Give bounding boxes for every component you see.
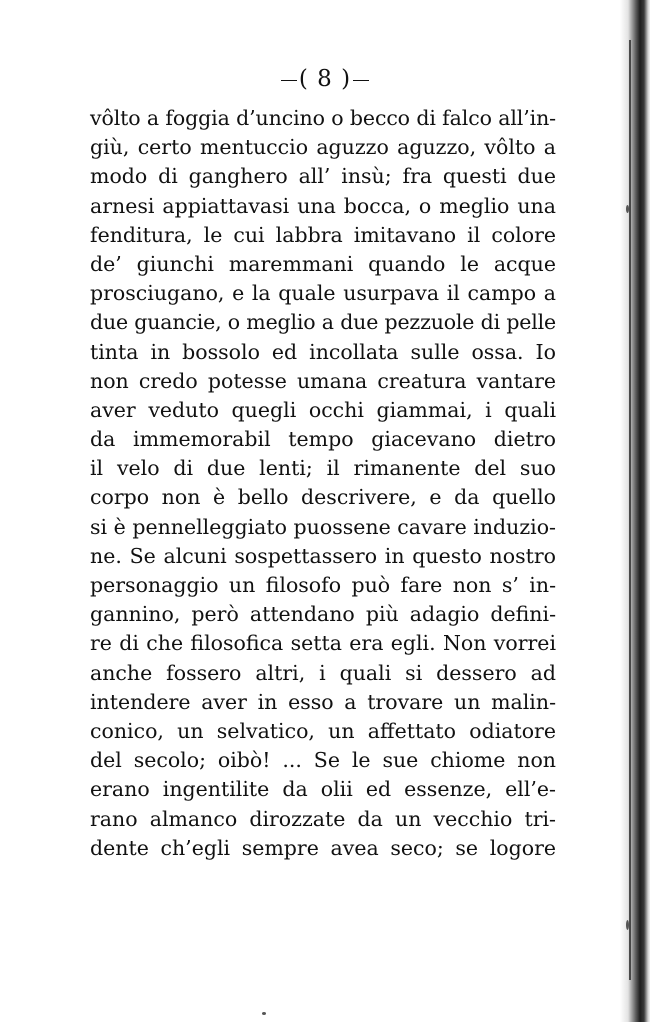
text-line: dente ch’egli sempre avea seco; se logore [90,835,556,860]
header-dash-left [281,80,297,81]
text-line: corpo non è bello descrivere, e da quello [90,485,556,510]
ink-speck [626,205,629,213]
text-line: intendere aver in esso a trovare un malin- [90,689,556,714]
page-edge-line [629,40,631,980]
text-line: aver veduto quegli occhi giammai, i quali [90,397,556,422]
text-line: modo di ganghero all’ insù; fra questi due [90,164,556,189]
text-line: si è pennelleggiato puossene cavare induzio- [90,514,556,539]
text-line: ne. Se alcuni sospettassero in questo nostro [90,543,556,568]
text-line: gannino, però attendano più adagio defini- [90,602,556,627]
text-line: vôlto a foggia d’uncino o becco di falco all’in- [90,106,556,130]
text-line: re di che filosofica setta era egli. Non vorrei [90,631,556,656]
text-line: de’ giunchi maremmani quando le acque [90,251,556,276]
text-line: prosciugano, e la quale usurpava il campo a [90,281,556,306]
text-line: il velo di due lenti; il rimanente del suo [90,456,556,481]
text-line: rano almanco dirozzate da un vecchio tri- [90,806,556,831]
text-line: arnesi appiattavasi una bocca, o meglio una [90,193,556,218]
body-text [90,104,556,863]
ink-speck [262,1012,266,1015]
text-line: conico, un selvatico, un affettato odiatore [90,718,556,743]
page-header [0,66,650,92]
text-line: giù, certo mentuccio aguzzo aguzzo, vôlto a [90,135,556,160]
text-line: fenditura, le cui labbra imitavano il colore [90,222,556,247]
text-line: del secolo; oibò! ... Se le sue chiome non [90,748,556,773]
text-line: erano ingentilite da olii ed essenze, ell’e- [90,777,556,802]
text-line: personaggio un filosofo può fare non s’ in- [90,573,556,597]
ink-speck [626,920,629,930]
text-line: anche fossero altri, i quali si dessero ad [90,660,556,685]
text-line: non credo potesse umana creatura vantare [90,368,556,393]
text-line: due guancie, o meglio a due pezzuole di pelle [90,310,556,335]
page-number: ( 8 ) [298,66,352,92]
text-line: da immemorabil tempo giacevano dietro [90,427,556,452]
page-binding-edge [620,0,650,1022]
text-line: tinta in bossolo ed incollata sulle ossa. Io [90,339,556,364]
header-dash-right [353,80,369,81]
